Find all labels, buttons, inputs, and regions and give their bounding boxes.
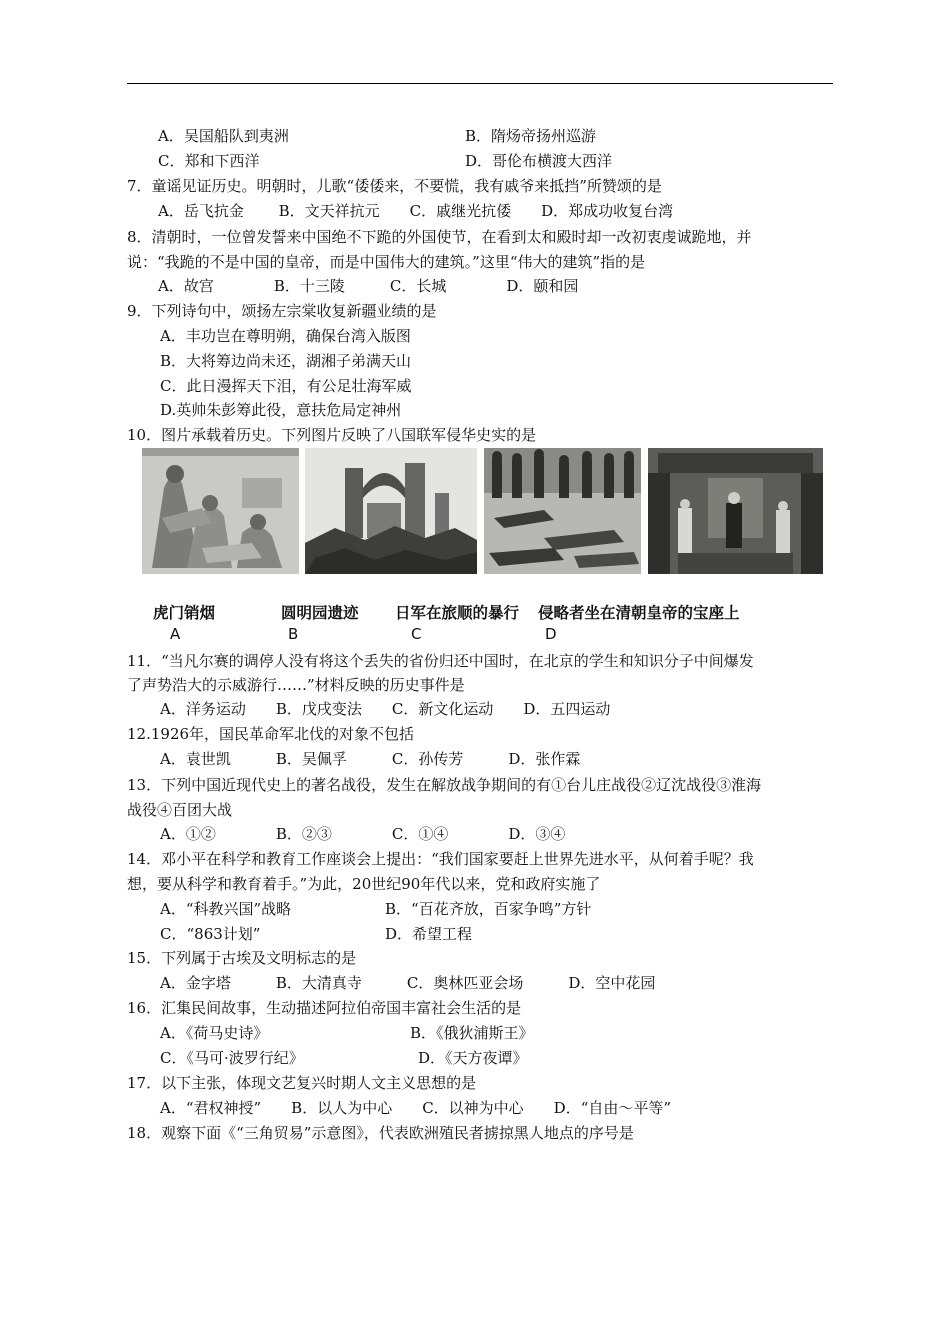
q7-options: A．岳飞抗金 B．文天祥抗元 C．戚继光抗倭 D．郑成功收复台湾 [158, 202, 674, 220]
q13-stem-2: 战役④百团大战 [127, 801, 233, 819]
q9-option-a: A．丰功岂在尊明朔，确保台湾入版图 [160, 327, 411, 345]
q16-option-c: C．《马可·波罗行纪》 [160, 1049, 304, 1067]
q16-option-b: B．《俄狄浦斯王》 [410, 1024, 534, 1042]
q17-options: A．“君权神授” B．以人为中心 C．以神为中心 D．“自由～平等” [160, 1099, 672, 1117]
q10-caption-b: 圆明园遗迹 [281, 604, 359, 622]
q10-letter-b: B [288, 625, 299, 643]
q10-letter-a: A [170, 625, 181, 643]
q6-option-d: D．哥伦布横渡大西洋 [465, 152, 613, 170]
photo-humen-relief [142, 448, 299, 574]
q10-letter-c: C [411, 625, 422, 643]
q16-stem: 16．汇集民间故事，生动描述阿拉伯帝国丰富社会生活的是 [127, 999, 522, 1017]
q10-stem: 10．图片承载着历史。下列图片反映了八国联军侵华史实的是 [127, 426, 537, 444]
q6-option-c: C．郑和下西洋 [158, 152, 260, 170]
q15-options: A．金字塔 B．大清真寺 C．奥林匹亚会场 D．空中花园 [160, 974, 656, 992]
photo-lushun-massacre [484, 448, 641, 574]
q14-option-b: B．“百花齐放，百家争鸣”方针 [385, 900, 592, 918]
q6-option-a: A．吴国船队到夷洲 [158, 127, 289, 145]
photo-yuanmingyuan-ruins [305, 448, 477, 574]
q9-stem: 9．下列诗句中，颂扬左宗棠收复新疆业绩的是 [127, 302, 437, 320]
q8-stem-2: 说：“我跪的不是中国的皇帝，而是中国伟大的建筑。”这里“伟大的建筑”指的是 [127, 253, 646, 271]
q8-options: A．故宫 B．十三陵 C．长城 D．颐和园 [158, 277, 579, 295]
q10-caption-c: 日军在旅顺的暴行 [395, 604, 520, 622]
q14-option-c: C．“863计划” [160, 925, 261, 943]
q13-stem-1: 13．下列中国近现代史上的著名战役，发生在解放战争期间的有①台儿庄战役②辽沈战役③淮海 [127, 776, 762, 794]
q11-stem-1: 11．“当凡尔赛的调停人没有将这个丢失的省份归还中国时，在北京的学生和知识分子中间爆发 [127, 652, 754, 670]
q13-options: A．①② B．②③ C．①④ D．③④ [160, 825, 566, 843]
q14-option-a: A．“科教兴国”战略 [160, 900, 292, 918]
q16-option-a: A．《荷马史诗》 [160, 1024, 269, 1042]
q10-caption-a: 虎门销烟 [153, 604, 216, 622]
photo-invaders-on-throne [648, 448, 823, 574]
q9-option-d: D.英帅朱彭筹此役，意扶危局定神州 [160, 401, 402, 419]
header-rule [127, 83, 833, 84]
q15-stem: 15．下列属于古埃及文明标志的是 [127, 949, 357, 967]
q14-stem-2: 想，要从科学和教育着手。”为此，20世纪90年代以来，党和政府实施了 [127, 875, 601, 893]
q9-option-b: B．大将筹边尚未还，湖湘子弟满天山 [160, 352, 412, 370]
q16-option-d: D．《天方夜谭》 [418, 1049, 528, 1067]
q11-stem-2: 了声势浩大的示威游行……”材料反映的历史事件是 [127, 676, 465, 694]
q8-stem-1: 8．清朝时，一位曾发誓来中国绝不下跪的外国使节，在看到太和殿时却一改初衷虔诚跪地，并 [127, 228, 752, 246]
q9-option-c: C．此日漫挥天下泪，有公足壮海军威 [160, 377, 412, 395]
q14-option-d: D．希望工程 [385, 925, 473, 943]
q10-letter-d: D [545, 625, 557, 643]
q11-options: A．洋务运动 B．戊戌变法 C．新文化运动 D．五四运动 [160, 700, 611, 718]
q7-stem: 7．童谣见证历史。明朝时，儿歌“倭倭来，不要慌，我有戚爷来抵挡”所赞颂的是 [127, 177, 662, 195]
q6-option-b: B．隋炀帝扬州巡游 [465, 127, 597, 145]
q17-stem: 17．以下主张，体现文艺复兴时期人文主义思想的是 [127, 1074, 477, 1092]
q12-options: A．袁世凯 B．吴佩孚 C．孙传芳 D．张作霖 [160, 750, 581, 768]
q18-stem: 18．观察下面《“三角贸易”示意图》，代表欧洲殖民者掳掠黑人地点的序号是 [127, 1124, 634, 1142]
q12-stem: 12.1926年，国民革命军北伐的对象不包括 [127, 725, 415, 743]
q10-caption-d: 侵略者坐在清朝皇帝的宝座上 [538, 604, 740, 622]
q14-stem-1: 14．邓小平在科学和教育工作座谈会上提出：“我们国家要赶上世界先进水平，从何着手呢？我 [127, 850, 754, 868]
